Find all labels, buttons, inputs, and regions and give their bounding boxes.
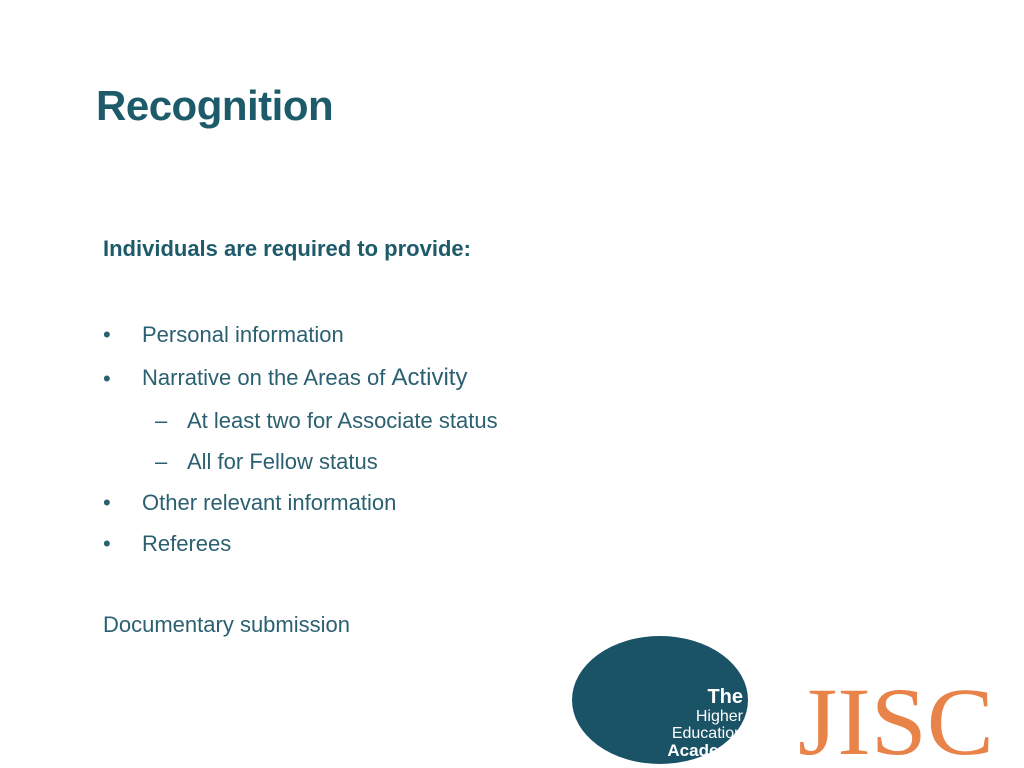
hea-logo-line1: The (707, 686, 743, 708)
intro-heading: Individuals are required to provide: (103, 236, 471, 261)
slide-title: Recognition (96, 82, 334, 129)
bullet-marker: • (103, 366, 111, 391)
bullet-text: Referees (142, 531, 232, 556)
jisc-logo-text: JISC (798, 678, 994, 762)
sub-bullet-marker: – (155, 408, 168, 433)
hea-logo-line3: Education (671, 725, 743, 742)
bullet-text: Other relevant information (142, 490, 397, 515)
bullet-text-wrap (142, 364, 467, 392)
bullet-text: Narrative on the Areas of (142, 365, 392, 390)
sub-bullet-marker: – (155, 449, 168, 474)
hea-logo-line4: Academy (667, 741, 743, 760)
hea-logo-line2: Higher (695, 708, 743, 725)
sub-bullet-text: All for Fellow status (187, 449, 378, 474)
higher-education-academy-logo (572, 636, 752, 766)
bullet-marker: • (103, 322, 111, 347)
jisc-logo (798, 678, 998, 762)
bullet-text-emphasis: Activity (391, 364, 468, 391)
bullet-text: Personal information (142, 322, 344, 347)
documentary-submission-text: Documentary submission (103, 612, 350, 637)
bullet-marker: • (103, 531, 111, 556)
sub-bullet-text: At least two for Associate status (187, 408, 498, 433)
bullet-marker: • (103, 490, 111, 515)
